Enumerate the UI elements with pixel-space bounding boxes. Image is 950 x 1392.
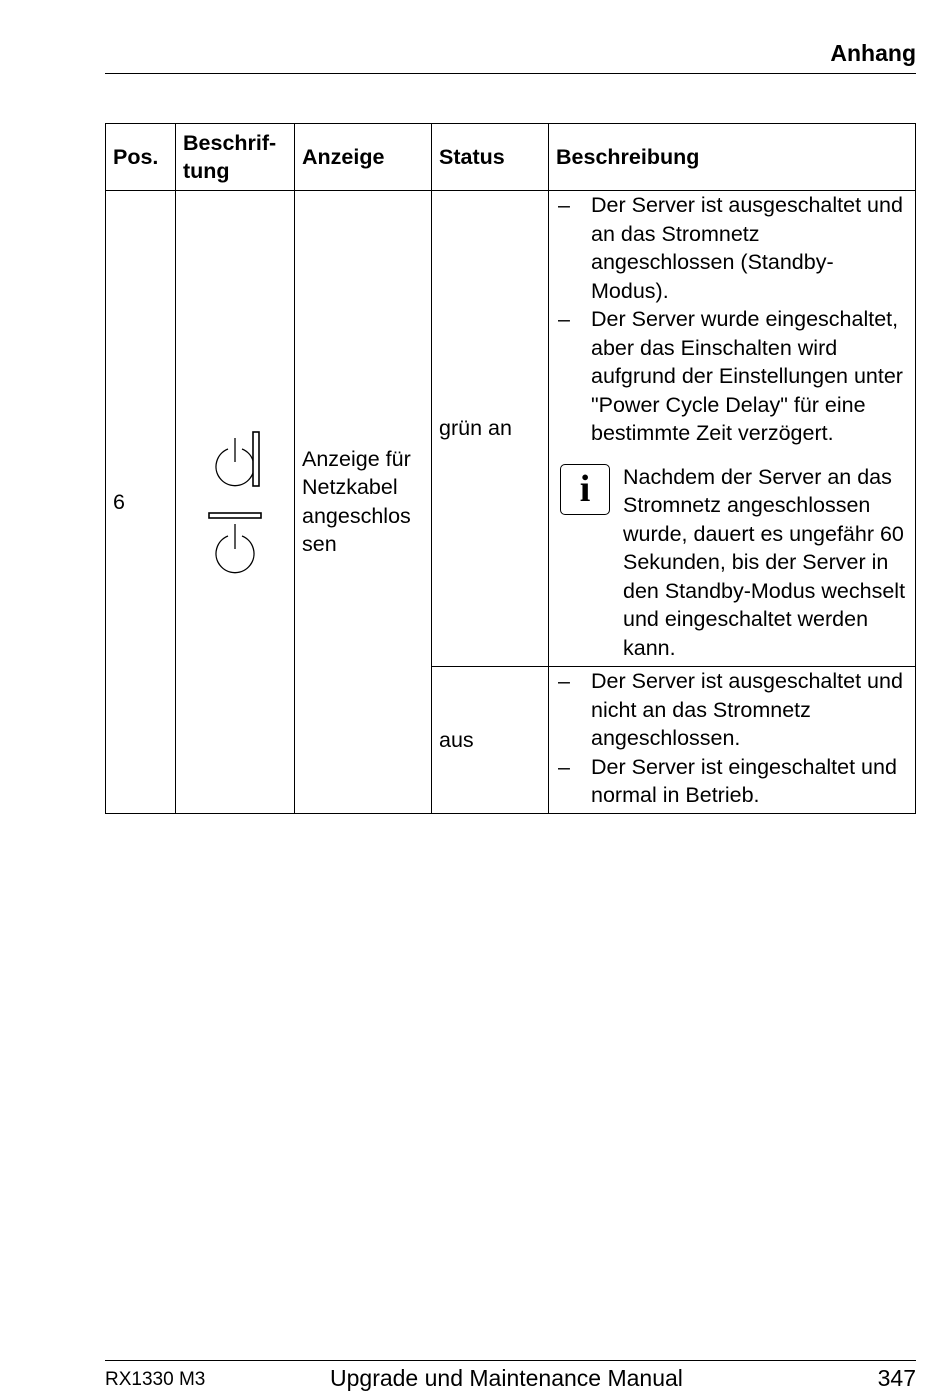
list-item: – Der Server wurde eingeschaltet, aber das Einschalten wird aufgrund der Einstellungen unter "Power Cycle Delay" für eine bestimmte Zeit verzögert. [556,305,908,448]
page-number: 347 [877,1365,916,1391]
footer-model: RX1330 M3 [105,1369,206,1390]
table-row [106,191,916,667]
led-status-table [105,123,916,814]
off-status-list [556,667,908,810]
cell-description-off [549,667,916,814]
green-status-list [556,191,908,448]
list-item: – Der Server ist ausgeschaltet und an das Stromnetz angeschlossen (Standby-Modus). [556,191,908,305]
list-item: – Der Server ist eingeschaltet und normal in Betrieb. [556,753,908,810]
cell-status-green: grün an [432,191,549,667]
footer-manual-title: Upgrade und Maintenance Manual [330,1365,683,1391]
header-label [176,124,295,191]
header-label-line1: Beschrif- [183,131,277,155]
cell-status-off: aus [432,667,549,814]
header-label-line2: tung [183,159,230,183]
info-icon: i [560,464,610,515]
table-header-row [106,124,916,191]
header-description: Beschreibung [549,124,916,191]
cell-pos: 6 [106,191,176,814]
list-item: – Der Server ist ausgeschaltet und nicht an das Stromnetz angeschlossen. [556,667,908,753]
cell-description-green [549,191,916,667]
power-led-bar-icon [195,511,275,575]
header-display: Anzeige [295,124,432,191]
power-led-icon [195,429,275,489]
header-status: Status [432,124,549,191]
header-divider [105,73,916,74]
cell-label-icons [176,191,295,814]
info-note [556,463,908,667]
footer-divider [105,1360,916,1361]
cell-display: Anzeige für Netzkabel angeschlos sen [295,191,432,814]
page-header-title: Anhang [830,40,916,66]
info-note-text: Nachdem der Server an das Stromnetz angeschlossen wurde, dauert es ungefähr 60 Sekunden, bis der Server in den Standby-Modus wechselt und eingeschaltet werden kann. [623,464,906,660]
header-pos: Pos. [106,124,176,191]
